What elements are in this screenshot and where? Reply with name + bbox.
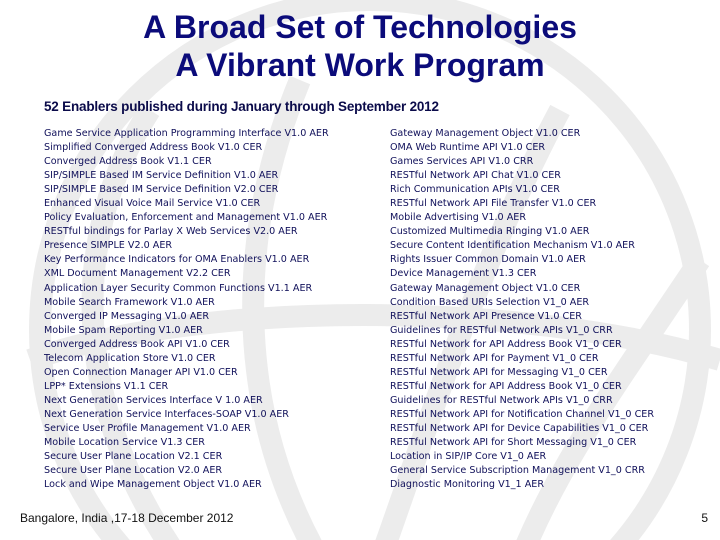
list-item: Enhanced Visual Voice Mail Service V1.0 CER (44, 198, 261, 210)
list-item: Mobile Search Framework V1.0 AER (44, 296, 215, 308)
list-item: LPP* Extensions V1.1 CER (44, 380, 169, 392)
list-item: Condition Based URIs Selection V1_0 AER (390, 296, 590, 308)
list-item: Games Services API V1.0 CRR (390, 156, 534, 168)
list-item: Next Generation Services Interface V 1.0 AER (44, 394, 263, 406)
list-item: Diagnostic Monitoring V1_1 AER (390, 479, 544, 491)
slide-subtitle: 52 Enablers published during January through September 2012 (44, 99, 439, 114)
list-item: Converged IP Messaging V1.0 AER (44, 310, 209, 322)
list-item: SIP/SIMPLE Based IM Service Definition V2.0 CER (44, 184, 279, 196)
list-item: Secure Content Identification Mechanism V1.0 AER (390, 240, 635, 252)
list-item: Mobile Advertising V1.0 AER (390, 212, 526, 224)
title-line-2: A Vibrant Work Program (175, 47, 545, 83)
list-item: Customized Multimedia Ringing V1.0 AER (390, 226, 590, 238)
list-item: Guidelines for RESTful Network APIs V1_0 CRR (390, 324, 613, 336)
list-item: Gateway Management Object V1.0 CER (390, 128, 581, 139)
list-item: Converged Address Book API V1.0 CER (44, 338, 230, 350)
list-item: Application Layer Security Common Functions V1.1 AER (44, 282, 313, 294)
list-item: Mobile Spam Reporting V1.0 AER (44, 324, 203, 336)
list-item: General Service Subscription Management V1_0 CRR (390, 465, 645, 477)
list-item: Device Management V1.3 CER (390, 268, 537, 280)
list-item: Service User Profile Management V1.0 AER (44, 422, 251, 434)
list-item: RESTful Network API for Device Capabilities V1_0 CER (390, 422, 649, 434)
slide-title (0, 8, 720, 84)
list-item: Presence SIMPLE V2.0 AER (44, 240, 173, 252)
list-item: RESTful Network API File Transfer V1.0 CER (390, 198, 597, 210)
list-item: Location in SIP/IP Core V1_0 AER (390, 451, 547, 463)
list-item: Rich Communication APIs V1.0 CER (390, 184, 560, 196)
list-item: RESTful Network API Presence V1.0 CER (390, 310, 582, 322)
list-item: Policy Evaluation, Enforcement and Management V1.0 AER (44, 212, 328, 224)
list-item: Guidelines for RESTful Network APIs V1_0 CRR (390, 394, 613, 406)
list-item: XML Document Management V2.2 CER (44, 268, 231, 280)
footer-location-date: Bangalore, India ,17-18 December 2012 (20, 511, 234, 525)
list-item: RESTful Network for API Address Book V1_0 CER (390, 338, 622, 350)
list-item: Next Generation Service Interfaces-SOAP V1.0 AER (44, 408, 289, 420)
title-line-1: A Broad Set of Technologies (143, 9, 577, 45)
list-item: RESTful Network API for Messaging V1_0 CER (390, 366, 608, 378)
list-item: Gateway Management Object V1.0 CER (390, 282, 581, 294)
list-item: Converged Address Book V1.1 CER (44, 156, 212, 168)
list-item: RESTful Network API for Short Messaging V1_0 CER (390, 437, 637, 449)
list-item: RESTful Network API Chat V1.0 CER (390, 170, 561, 182)
list-item: SIP/SIMPLE Based IM Service Definition V1.0 AER (44, 170, 279, 182)
list-item: RESTful Network API for Notification Channel V1_0 CER (390, 408, 655, 420)
list-item: RESTful bindings for Parlay X Web Services V2.0 AER (44, 226, 298, 238)
list-item: Secure User Plane Location V2.1 CER (44, 451, 223, 463)
list-item: Rights Issuer Common Domain V1.0 AER (390, 254, 586, 266)
page-number: 5 (701, 511, 708, 525)
list-item: RESTful Network API for Payment V1_0 CER (390, 352, 599, 364)
list-item: Lock and Wipe Management Object V1.0 AER (44, 479, 262, 491)
list-item: Open Connection Manager API V1.0 CER (44, 366, 238, 378)
list-item: Simplified Converged Address Book V1.0 CER (44, 142, 263, 154)
list-item: Telecom Application Store V1.0 CER (44, 352, 216, 364)
enablers-list-right (390, 127, 654, 492)
list-item: OMA Web Runtime API V1.0 CER (390, 142, 546, 154)
list-item: Key Performance Indicators for OMA Enablers V1.0 AER (44, 254, 310, 266)
enablers-list-left (44, 127, 329, 492)
list-item: RESTful Network for API Address Book V1_0 CER (390, 380, 622, 392)
list-item: Mobile Location Service V1.3 CER (44, 437, 205, 449)
list-item: Secure User Plane Location V2.0 AER (44, 465, 223, 477)
list-item: Game Service Application Programming Interface V1.0 AER (44, 128, 329, 139)
